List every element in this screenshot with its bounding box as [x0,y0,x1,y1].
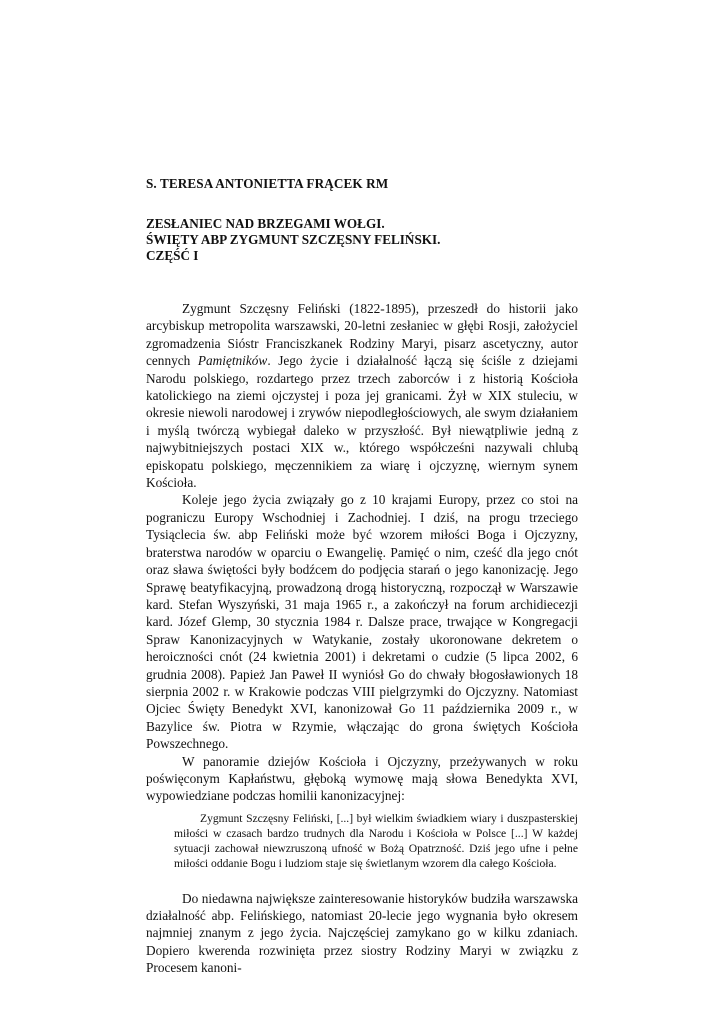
paragraph-1-text-a: Zygmunt Szczęsny Feliński (1822-1895), przeszedł do historii jako arcybiskup metropolita warszawski, 20-letni zesłaniec w głębi Rosji, założyciel zgromadzenia Sióstr Franciszkanek Rodziny Maryi, pisarz ascetyczny, autor cennych [146,301,578,369]
article [146,176,578,977]
article-body [146,300,578,977]
title-line-1: ZESŁANIEC NAD BRZEGAMI WOŁGI. [146,216,385,231]
author-line: S. TERESA ANTONIETTA FRĄCEK RM [146,176,389,191]
paragraph-1-text-b: . Jego życie i działalność łączą się ściśle z dziejami Narodu polskiego, rozdartego przez trzech zaborców i z historią Kościoła katolickiego na ziemi ojczystej i poza jej granicami. Żył w XIX stuleciu, w okresie niewoli narodowej i zrywów niepodległościowych, ale swym działaniem i myślą twórczą wybiegał daleko w przyszłość. Był niewątpliwie jedną z najwybitniejszych postaci XIX w., którego współcześni nazywali chlubą episkopatu polskiego, męczennikiem za wiarę i ojczyznę, wiernym synem Kościoła. [146,353,578,491]
paragraph-1-italic-title: Pamiętników [197,353,268,369]
title-line-3: CZĘŚĆ I [146,248,199,263]
paragraph-2: Koleje jego życia związały go z 10 krajami Europy, przez co stoi na pograniczu Europy Wschodniej i Zachodniej. I dziś, na progu trzeciego Tysiąclecia św. abp Feliński może być wzorem miłości Boga i Ojczyzny, braterstwa narodów w oparciu o Ewangelię. Pamięć o nim, cześć dla jego cnót oraz sława świętości były bodźcem do podjęcia starań o jego kanonizację. Jego Sprawę beatyfikacyjną, prowadzoną drogą historyczną, rozpoczął w Warszawie kard. Stefan Wyszyński, 31 maja 1965 r., a zakończył na forum archidiecezji kard. Józef Glemp, 30 stycznia 1984 r. Dalsze prace, trwające w Kongregacji Spraw Kanonizacyjnych w Watykanie, zostały ukoronowane dekretem o heroiczności cnót (24 kwietnia 2001) i dekretami o cudzie (5 lipca 2002, 6 grudnia 2008). Papież Jan Paweł II wyniósł Go do chwały błogosławionych 18 sierpnia 2002 r. w Krakowie podczas VIII pielgrzymki do Ojczyzny. Natomiast Ojciec Święty Benedykt XVI, kanonizował Go 11 października 2009 r., w Bazylice św. Piotra w Rzymie, włączając do grona świętych Kościoła Powszechnego. [146,492,578,752]
block-quote: Zygmunt Szczęsny Feliński, [...] był wielkim świadkiem wiary i duszpasterskiej miłości w czasach bardzo trudnych dla Narodu i Kościoła w Polsce [...] W każdej sytuacji zachował niewzruszoną ufność w Bożą Opatrzność. Dziś jego ufne i pełne miłości oddanie Bogu i ludziom staje się świetlanym wzorem dla całego Kościoła. [174,811,578,871]
paragraph-4: Do niedawna największe zainteresowanie historyków budziła warszawska działalność abp. Felińskiego, natomiast 20-lecie jego wygnania było okresem najmniej znanym z jego życia. Najczęściej zamykano go w kilku zdaniach. Dopiero kwerenda rozwinięta przez siostry Rodziny Maryi w związku z Procesem kanoni- [146,890,578,976]
paragraph-3: W panoramie dziejów Kościoła i Ojczyzny, przeżywanych w roku poświęconym Kapłaństwu, głęboką wymowę mają słowa Benedykta XVI, wypowiedziane podczas homilii kanonizacyjnej: [146,753,578,804]
title-line-2: ŚWIĘTY ABP ZYGMUNT SZCZĘSNY FELIŃSKI. [146,232,441,247]
paragraph-1 [146,300,578,491]
article-title [146,216,578,264]
